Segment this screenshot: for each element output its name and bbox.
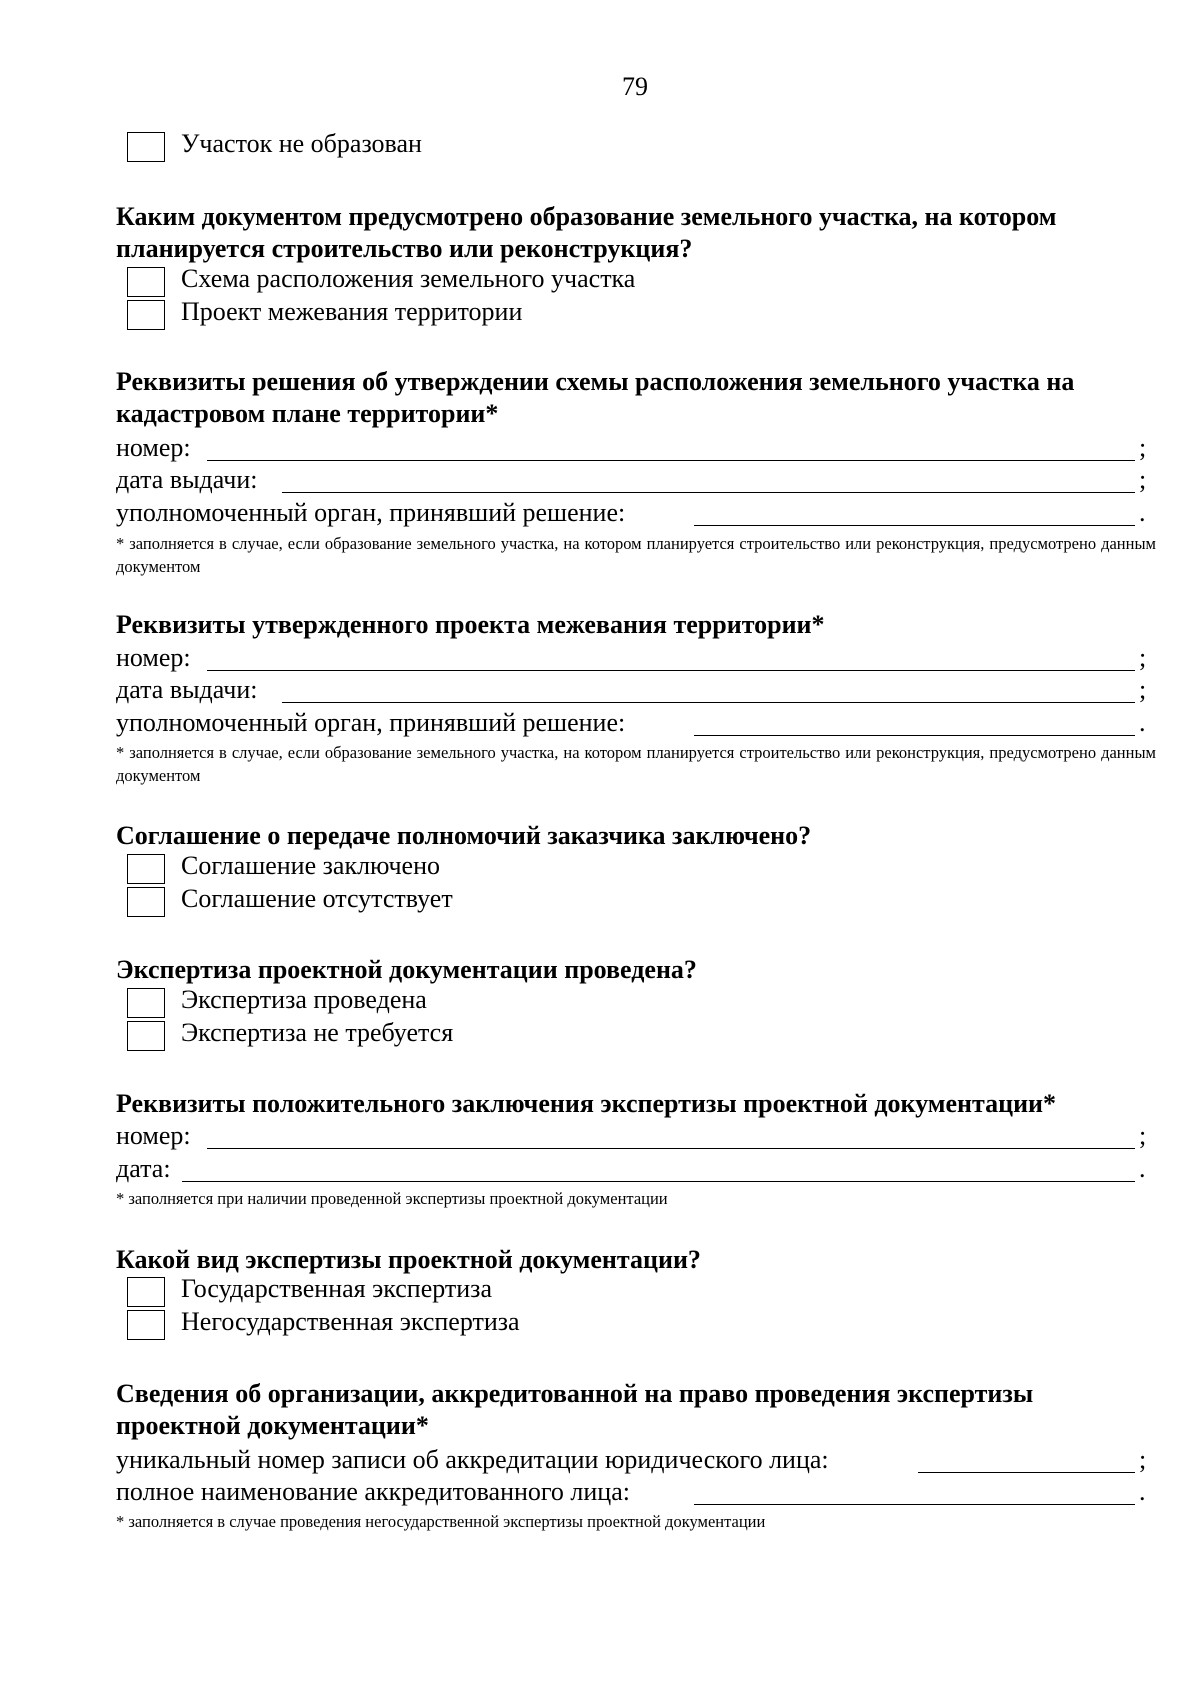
input-line[interactable] (207, 460, 1135, 461)
field-label: дата: (116, 1154, 171, 1183)
question-expertise-type-heading: Какой вид экспертизы проектной документации? (116, 1245, 701, 1274)
period: . (1139, 1154, 1146, 1183)
field-label: уполномоченный орган, принявший решение: (116, 708, 626, 737)
option-label: Экспертиза проведена (181, 985, 427, 1014)
input-line[interactable] (282, 492, 1135, 493)
scheme-number-field[interactable] (116, 433, 1156, 465)
semicolon: ; (1139, 433, 1147, 462)
input-line[interactable] (918, 1472, 1135, 1473)
org-footnote: * заполняется в случае проведения негосударственной экспертизы проектной документации (116, 1512, 766, 1531)
checkbox[interactable] (127, 854, 165, 884)
semicolon: ; (1139, 1445, 1147, 1474)
option-label: Проект межевания территории (181, 297, 523, 326)
input-line[interactable] (694, 525, 1135, 526)
checkbox[interactable] (127, 988, 165, 1018)
option-label: Участок не образован (181, 129, 422, 158)
org-name-field[interactable] (116, 1477, 1156, 1509)
expertise-footnote: * заполняется при наличии проведенной экспертизы проектной документации (116, 1189, 668, 1208)
page-number: 79 (622, 72, 648, 101)
field-label: дата выдачи: (116, 465, 258, 494)
input-line[interactable] (207, 1148, 1135, 1149)
scheme-date-field[interactable] (116, 465, 1156, 497)
semicolon: ; (1139, 675, 1147, 704)
input-line[interactable] (694, 1504, 1135, 1505)
expertise-details-heading: Реквизиты положительного заключения экспертизы проектной документации* (116, 1089, 1057, 1118)
field-label: номер: (116, 433, 191, 462)
option-label: Экспертиза не требуется (181, 1018, 454, 1047)
checkbox[interactable] (127, 887, 165, 917)
option-label: Соглашение отсутствует (181, 884, 453, 913)
option-label: Соглашение заключено (181, 851, 441, 880)
input-line[interactable] (207, 670, 1135, 671)
option-label: Государственная экспертиза (181, 1274, 492, 1303)
expertise-number-field[interactable] (116, 1121, 1156, 1153)
option-label: Негосударственная экспертиза (181, 1307, 520, 1336)
survey-footnote: * заполняется в случае, если образование земельного участка, на котором планируется строительство или реконструкция, предусмотрено данным документом (116, 743, 1156, 785)
checkbox[interactable] (127, 1277, 165, 1307)
survey-details-heading: Реквизиты утвержденного проекта межевания территории* (116, 610, 825, 639)
field-label: уникальный номер записи об аккредитации юридического лица: (116, 1445, 829, 1474)
input-line[interactable] (182, 1181, 1135, 1182)
scheme-authority-field[interactable] (116, 498, 1156, 530)
survey-date-field[interactable] (116, 675, 1156, 707)
checkbox[interactable] (127, 132, 165, 162)
question-agreement-heading: Соглашение о передаче полномочий заказчика заключено? (116, 821, 812, 850)
scheme-details-heading: Реквизиты решения об утверждении схемы расположения земельного участка на кадастровом плане территории* (116, 367, 1075, 428)
field-label: дата выдачи: (116, 675, 258, 704)
field-label: номер: (116, 643, 191, 672)
field-label: номер: (116, 1121, 191, 1150)
checkbox[interactable] (127, 300, 165, 330)
scheme-footnote: * заполняется в случае, если образование земельного участка, на котором планируется строительство или реконструкция, предусмотрено данным документом (116, 534, 1156, 576)
field-label: уполномоченный орган, принявший решение: (116, 498, 626, 527)
survey-authority-field[interactable] (116, 708, 1156, 740)
semicolon: ; (1139, 643, 1147, 672)
semicolon: ; (1139, 465, 1147, 494)
period: . (1139, 1477, 1146, 1506)
period: . (1139, 498, 1146, 527)
input-line[interactable] (282, 702, 1135, 703)
checkbox[interactable] (127, 1021, 165, 1051)
checkbox[interactable] (127, 267, 165, 297)
checkbox[interactable] (127, 1310, 165, 1340)
question-document-heading: Каким документом предусмотрено образование земельного участка, на котором планируется строительство или реконструкция? (116, 202, 1057, 263)
question-expertise-heading: Экспертиза проектной документации проведена? (116, 955, 697, 984)
org-details-heading: Сведения об организации, аккредитованной на право проведения экспертизы проектной документации* (116, 1379, 1034, 1440)
option-label: Схема расположения земельного участка (181, 264, 636, 293)
expertise-date-field[interactable] (116, 1154, 1156, 1186)
semicolon: ; (1139, 1121, 1147, 1150)
period: . (1139, 708, 1146, 737)
org-record-number-field[interactable] (116, 1445, 1156, 1477)
field-label: полное наименование аккредитованного лица: (116, 1477, 630, 1506)
input-line[interactable] (694, 735, 1135, 736)
survey-number-field[interactable] (116, 643, 1156, 675)
